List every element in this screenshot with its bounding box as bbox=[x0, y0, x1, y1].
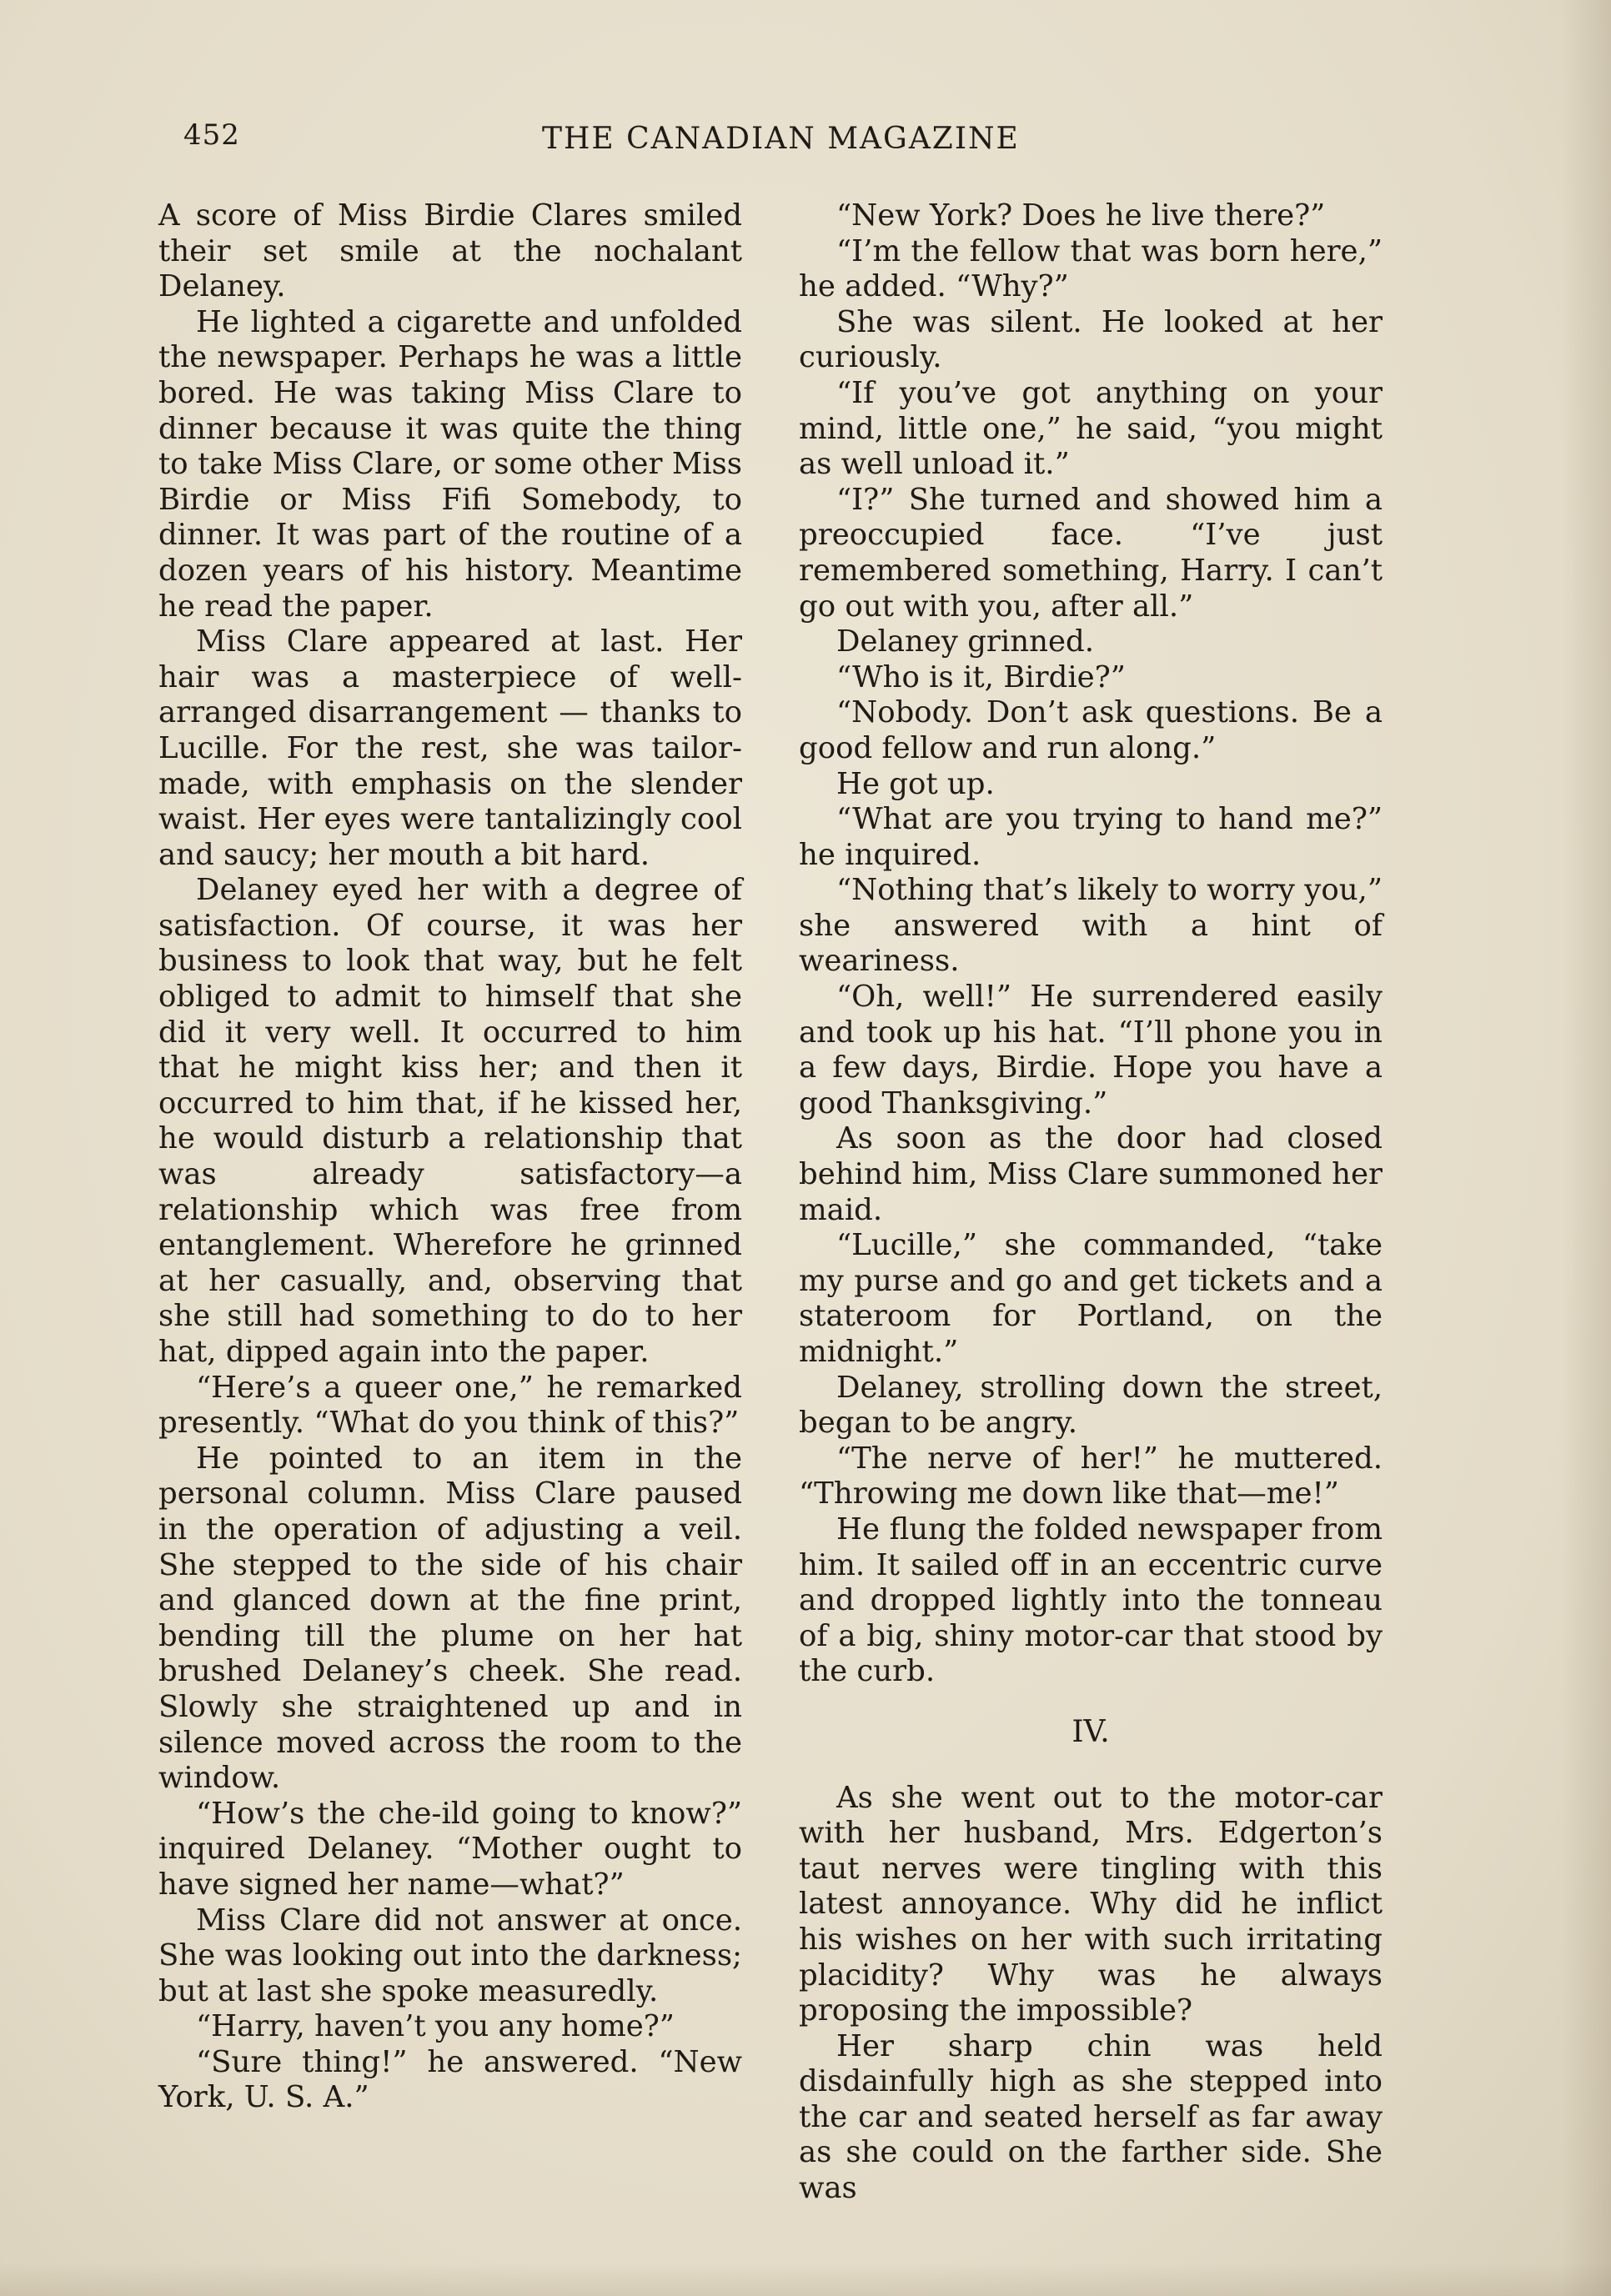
section-heading: IV. bbox=[1071, 1714, 1110, 1749]
running-head: THE CANADIAN MAGAZINE bbox=[542, 122, 1020, 156]
paragraph: Delaney grinned. bbox=[836, 624, 1094, 659]
paragraph: As soon as the door had closed behind him, Miss Clare summoned her maid. bbox=[799, 1121, 1383, 1227]
paragraph: He lighted a cigarette and unfolded the newspaper. Perhaps he was a little bored. He was taking Miss Clare to dinner because it was quite the thing to take Miss Clare, or some other Miss Birdie or Miss Fifi Somebody, to dinner. It was part of the routine of a dozen years of his history. Meantime he read the paper. bbox=[158, 304, 742, 624]
paragraph: Miss Clare appeared at last. Her hair was a masterpiece of well-arranged disarrangement — thanks to Lucille. For the rest, she was tailor-made, with emphasis on the slender waist. Her eyes were tantalizingly cool and saucy; her mouth a bit hard. bbox=[158, 624, 742, 872]
paragraph: Delaney, strolling down the street, began to be angry. bbox=[799, 1370, 1383, 1441]
paragraph: As she went out to the motor-car with her husband, Mrs. Edgerton’s taut nerves were tingling with this latest annoyance. Why did he inflict his wishes on her with such irritating placidity? Why was he always proposing the impossible? bbox=[799, 1780, 1383, 2028]
paragraph: “Harry, haven’t you any home?” bbox=[196, 2009, 675, 2044]
page-bottom-shadow bbox=[0, 2263, 1611, 2296]
paragraph: “Nothing that’s likely to worry you,” she answered with a hint of weariness. bbox=[799, 873, 1383, 979]
paragraph: He flung the folded newspaper from him. It sailed off in an eccentric curve and dropped lightly into the tonneau of a big, shiny motor-car that stood by the curb. bbox=[799, 1511, 1383, 1689]
left-column bbox=[158, 198, 742, 2116]
paragraph: He pointed to an item in the personal column. Miss Clare paused in the operation of adjusting a veil. She stepped to the side of his chair and glanced down at the fine print, bending till the plume on her hat brushed Delaney’s cheek. She read. Slowly she straightened up and in silence moved across the room to the window. bbox=[158, 1441, 742, 1796]
paragraph: A score of Miss Birdie Clares smiled their set smile at the nochalant Delaney. bbox=[158, 198, 742, 304]
paragraph: “If you’ve got anything on your mind, little one,” he said, “you might as well unload it.” bbox=[799, 375, 1383, 482]
paragraph: Her sharp chin was held disdainfully high as she stepped into the car and seated herself as far away as she could on the farther side. She was bbox=[799, 2028, 1383, 2206]
paragraph: “Sure thing!” he answered. “New York, U. S. A.” bbox=[158, 2044, 742, 2115]
paragraph: “The nerve of her!” he muttered. “Throwing me down like that—me!” bbox=[799, 1441, 1383, 1511]
paragraph: Miss Clare did not answer at once. She was looking out into the darkness; but at last she spoke measuredly. bbox=[158, 1902, 742, 2008]
paragraph: “Oh, well!” He surrendered easily and took up his hat. “I’ll phone you in a few days, Birdie. Hope you have a good Thanksgiving.” bbox=[799, 980, 1383, 1120]
paragraph: “Nobody. Don’t ask questions. Be a good fellow and run along.” bbox=[799, 695, 1383, 765]
right-column bbox=[799, 198, 1383, 2207]
paragraph: She was silent. He looked at her curiously. bbox=[799, 304, 1383, 375]
paragraph: “New York? Does he live there?” bbox=[836, 198, 1326, 233]
paragraph: “Lucille,” she commanded, “take my purse and go and get tickets and a stateroom for Portland, on the midnight.” bbox=[799, 1228, 1383, 1369]
page-number: 452 bbox=[183, 118, 240, 152]
paragraph: “I’m the fellow that was born here,” he added. “Why?” bbox=[799, 233, 1383, 304]
paragraph: “Who is it, Birdie?” bbox=[836, 659, 1126, 694]
paragraph: He got up. bbox=[836, 766, 995, 801]
page-header bbox=[183, 118, 1434, 168]
paragraph: “I?” She turned and showed him a preoccupied face. “I’ve just remembered something, Harry. I can’t go out with you, after all.” bbox=[799, 482, 1383, 624]
paragraph: “How’s the che-ild going to know?” inquired Delaney. “Mother ought to have signed her name—what?” bbox=[158, 1796, 742, 1902]
paragraph: “Here’s a queer one,” he remarked presently. “What do you think of this?” bbox=[158, 1370, 742, 1441]
paragraph: “What are you trying to hand me?” he inquired. bbox=[799, 802, 1383, 872]
page-edge-shadow bbox=[1561, 0, 1611, 2296]
paragraph: Delaney eyed her with a degree of satisfaction. Of course, it was her business to look that way, but he felt obliged to admit to himself that she did it very well. It occurred to him that he might kiss her; and then it occurred to him that, if he kissed her, he would disturb a relationship that was already satisfactory—a relationship which was free from entanglement. Wherefore he grinned at her casually, and, observing that she still had something to do to her hat, dipped again into the paper. bbox=[158, 873, 742, 1369]
